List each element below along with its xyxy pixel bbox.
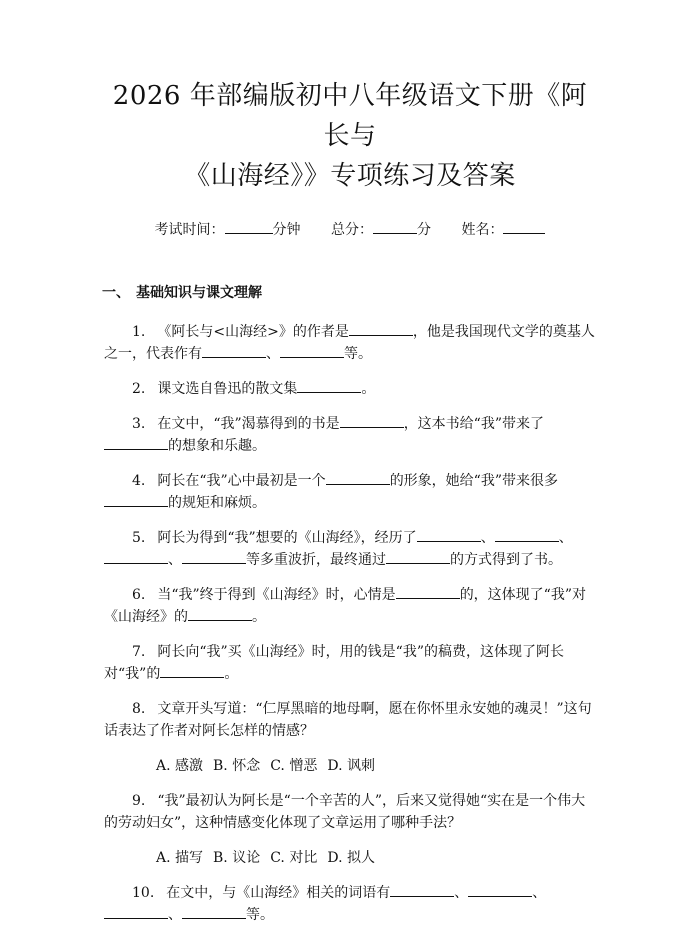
answer-blank	[386, 550, 450, 564]
answer-blank	[417, 528, 481, 542]
question-3	[104, 413, 596, 457]
question-text: 的形象，她给“我”带来很多	[389, 473, 559, 489]
question-4	[104, 470, 596, 514]
section-heading	[102, 283, 596, 303]
total-score-label: 总分：	[331, 222, 373, 238]
answer-blank	[326, 471, 390, 485]
answer-blank	[349, 322, 413, 336]
option-b[interactable]: B. 议论	[213, 850, 261, 866]
question-text: 。	[361, 381, 376, 397]
question-8	[104, 698, 596, 742]
question-text: 的，这体现了“我”对《山海经》的	[104, 587, 587, 625]
exam-time-blank	[225, 220, 273, 234]
question-text: 当“我”终于得到《山海经》时，心情是	[157, 587, 396, 603]
question-8-options	[104, 755, 596, 777]
answer-blank	[104, 905, 168, 919]
question-text: 在文中，“我”渴慕得到的书是	[157, 416, 340, 432]
answer-blank	[104, 436, 168, 450]
answer-blank	[390, 883, 454, 897]
question-text: 、	[266, 346, 280, 362]
student-name-blank	[503, 220, 545, 234]
answer-blank	[188, 607, 252, 621]
question-text: 、	[168, 907, 182, 923]
question-text: 的方式得到了书。	[450, 552, 562, 568]
question-text: 等多重波折，最终通过	[246, 552, 386, 568]
answer-blank	[160, 664, 224, 678]
title-line-1: 2026 年部编版初中八年级语文下册《阿长与	[112, 81, 588, 151]
question-6	[104, 584, 596, 628]
question-text: 、	[168, 552, 182, 568]
question-number: 6.	[132, 587, 146, 603]
answer-blank	[104, 550, 168, 564]
section-title: 基础知识与课文理解	[136, 285, 262, 301]
question-number: 9.	[132, 793, 146, 809]
question-text: 、	[454, 885, 469, 901]
question-text: 阿长为得到“我”想要的《山海经》，经历了	[157, 530, 417, 546]
question-text: 课文选自鲁迅的散文集	[157, 381, 298, 397]
question-5	[104, 527, 596, 571]
question-text: 文章开头写道：“仁厚黑暗的地母啊，愿在你怀里永安她的魂灵！”这句话表达了作者对阿长怎样的情感？	[104, 701, 592, 739]
question-text: 等。	[246, 907, 274, 923]
question-text: 《阿长与<山海经>》的作者是	[157, 324, 349, 340]
total-score-unit: 分	[417, 222, 431, 238]
question-9-options	[104, 847, 596, 869]
exam-time-field	[155, 220, 301, 240]
page-title	[104, 0, 596, 196]
exam-time-unit: 分钟	[272, 222, 301, 238]
question-text: 的想象和乐趣。	[168, 438, 266, 454]
answer-blank	[468, 883, 532, 897]
question-text: 的规矩和麻烦。	[168, 495, 266, 511]
question-text: 、	[558, 530, 573, 546]
question-text: ，这本书给“我”带来了	[403, 416, 545, 432]
question-number: 8.	[132, 701, 146, 717]
answer-blank	[182, 905, 246, 919]
exam-time-label: 考试时间：	[154, 222, 225, 238]
exam-meta-row	[104, 220, 596, 240]
answer-blank	[340, 414, 404, 428]
answer-blank	[396, 585, 460, 599]
question-2	[104, 378, 596, 400]
answer-blank	[104, 493, 168, 507]
question-text: 阿长在“我”心中最初是一个	[157, 473, 326, 489]
question-text: ，他是我国现代文学的奠基人之一，代表作有	[104, 324, 595, 362]
option-d[interactable]: D. 讽刺	[327, 758, 375, 774]
question-7	[104, 641, 596, 685]
option-b[interactable]: B. 怀念	[213, 758, 261, 774]
total-score-field	[331, 220, 431, 240]
question-10	[104, 882, 596, 926]
question-text: 阿长向“我”买《山海经》时，用的钱是“我”的稿费，这体现了阿长对“我”的	[104, 644, 564, 682]
answer-blank	[202, 344, 266, 358]
question-text: 、	[532, 885, 547, 901]
answer-blank	[280, 344, 344, 358]
question-number: 7.	[132, 644, 146, 660]
question-text: 、	[480, 530, 495, 546]
question-9	[104, 790, 596, 834]
question-text: 。	[224, 666, 239, 682]
question-number: 2.	[132, 381, 146, 397]
section-number: 一、	[102, 285, 130, 301]
answer-blank	[182, 550, 246, 564]
question-1	[104, 321, 596, 365]
student-name-field	[461, 220, 545, 240]
question-number: 10.	[132, 885, 155, 901]
option-a[interactable]: A. 感激	[156, 758, 204, 774]
option-a[interactable]: A. 描写	[156, 850, 204, 866]
question-number: 3.	[132, 416, 146, 432]
option-d[interactable]: D. 拟人	[327, 850, 375, 866]
total-score-blank	[373, 220, 417, 234]
question-number: 4.	[132, 473, 146, 489]
question-text: 等。	[344, 346, 372, 362]
title-line-2: 《山海经》》专项练习及答案	[184, 161, 516, 191]
question-number: 1.	[132, 324, 146, 340]
answer-blank	[495, 528, 559, 542]
student-name-label: 姓名：	[461, 222, 504, 238]
question-text: “我”最初认为阿长是“一个辛苦的人”，后来又觉得她“实在是一个伟大的劳动妇女”，这种情感变化体现了文章运用了哪种手法？	[104, 793, 586, 831]
question-text: 。	[252, 609, 266, 625]
question-number: 5.	[132, 530, 146, 546]
answer-blank	[297, 379, 361, 393]
question-text: 在文中，与《山海经》相关的词语有	[166, 885, 391, 901]
question-list	[104, 321, 596, 926]
option-c[interactable]: C. 对比	[270, 850, 318, 866]
option-c[interactable]: C. 憎恶	[270, 758, 318, 774]
